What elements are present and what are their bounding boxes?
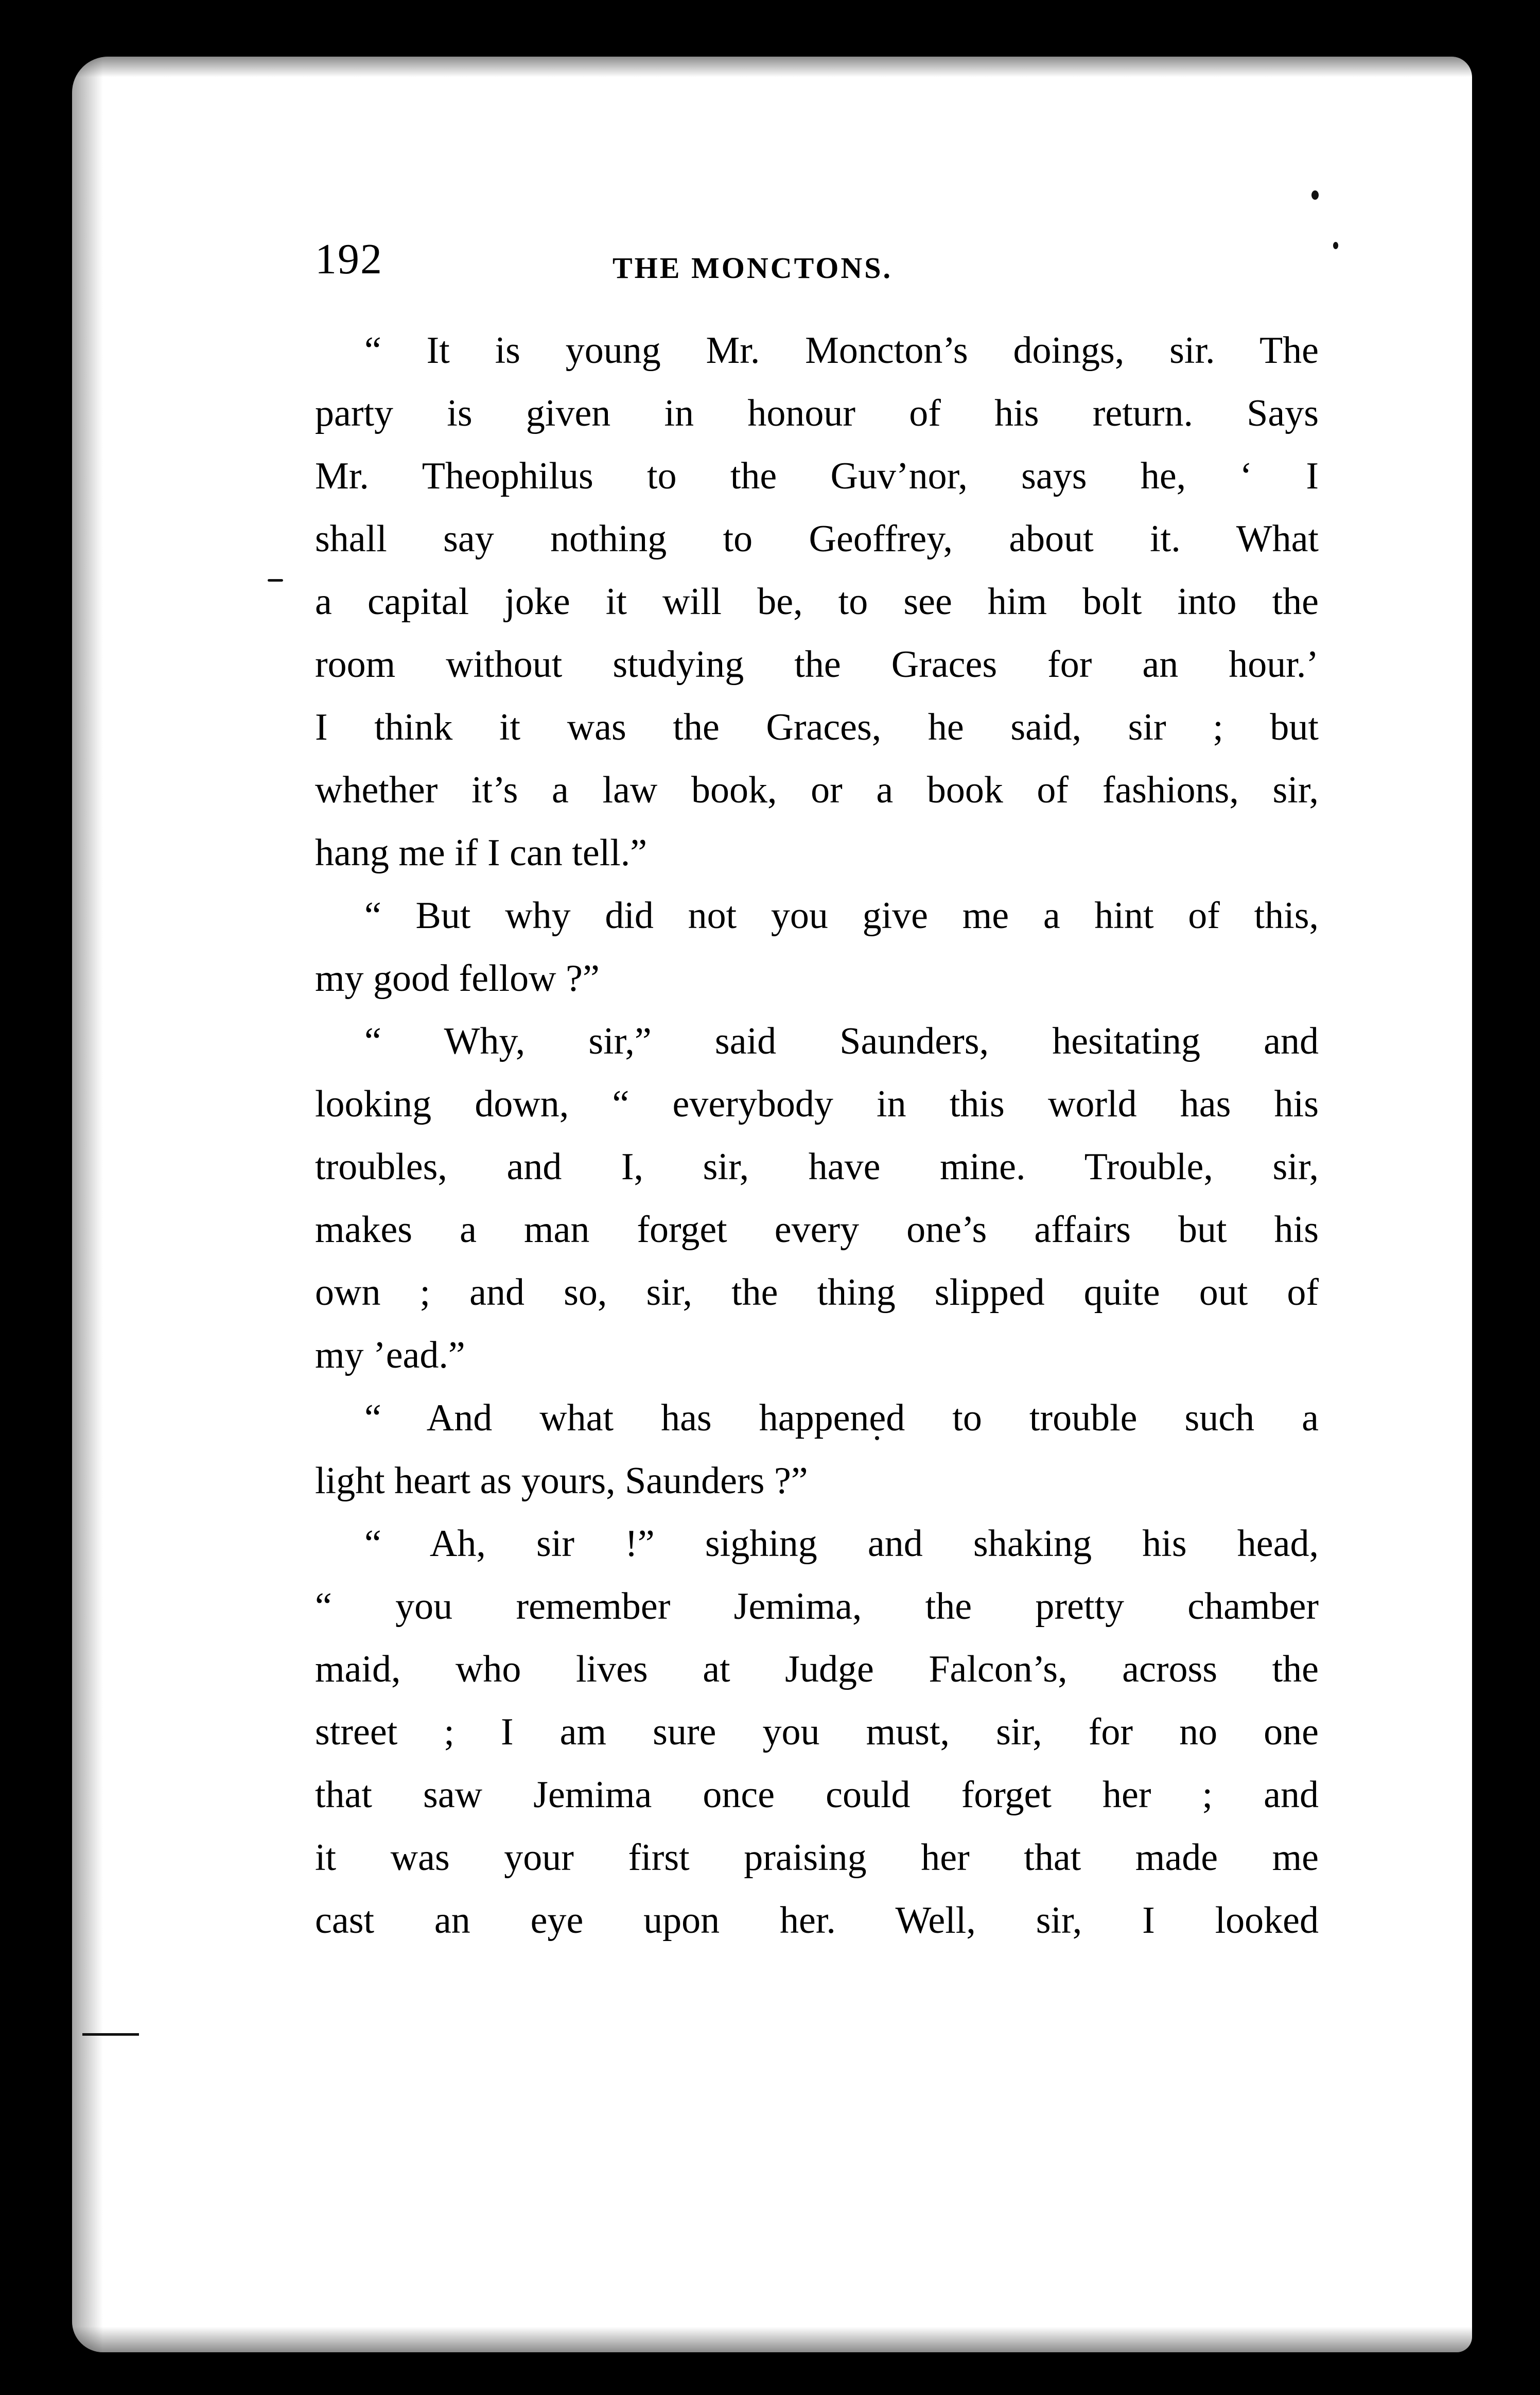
text-line: I think it was the Graces, he said, sir ; but [315,706,1319,748]
text-line: looking down, “ everybody in this world has his [315,1083,1319,1125]
text-line: maid, who lives at Judge Falcon’s, across the [315,1648,1319,1690]
binding-shadow [72,57,103,2352]
top-edge-shadow [72,57,1472,77]
text-line: whether it’s a law book, or a book of fashions, sir, [315,769,1319,811]
ink-speck [1311,190,1319,200]
paragraph [315,1387,1319,1512]
text-line: “ Why, sir,” said Saunders, hesitating and [364,1020,1319,1062]
paragraph [315,319,1319,884]
text-line: “ It is young Mr. Moncton’s doings, sir. The [364,329,1319,372]
running-title: THE MONCTONS. [612,251,893,285]
body-text [315,319,1319,1952]
text-line: street ; I am sure you must, sir, for no one [315,1711,1319,1753]
text-line: a capital joke it will be, to see him bolt into the [315,581,1319,623]
running-head [315,224,1344,296]
text-line: it was your first praising her that made me [315,1837,1319,1879]
text-line: that saw Jemima once could forget her ; and [315,1774,1319,1816]
paragraph [315,1512,1319,1952]
text-line: “ But why did not you give me a hint of this, [364,895,1319,937]
ink-speck [268,579,283,582]
text-line: makes a man forget every one’s affairs but his [315,1209,1319,1251]
text-line: my good fellow ?” [315,957,600,1000]
text-line: shall say nothing to Geoffrey, about it. What [315,518,1319,560]
paragraph [315,884,1319,1010]
text-line: hang me if I can tell.” [315,832,647,874]
text-line: room without studying the Graces for an hour.’ [315,643,1319,686]
text-line: own ; and so, sir, the thing slipped quite out of [315,1271,1319,1314]
paragraph [315,1010,1319,1387]
bottom-edge-shadow [72,2327,1472,2352]
margin-mark [82,2033,139,2036]
text-line: cast an eye upon her. Well, sir, I looked [315,1899,1319,1942]
text-line: Mr. Theophilus to the Guv’nor, says he, ‘ I [315,455,1319,497]
text-line: light heart as yours, Saunders ?” [315,1460,808,1502]
text-line: party is given in honour of his return. Says [315,392,1319,434]
text-line: my ’ead.” [315,1334,465,1376]
text-line: troubles, and I, sir, have mine. Trouble, sir, [315,1146,1319,1188]
text-line: “ Ah, sir !” sighing and shaking his head, [364,1523,1319,1565]
page-number: 192 [315,235,383,283]
text-line: “ you remember Jemima, the pretty chamber [315,1585,1319,1628]
text-line: “ And what has happened to trouble such a [364,1397,1319,1439]
